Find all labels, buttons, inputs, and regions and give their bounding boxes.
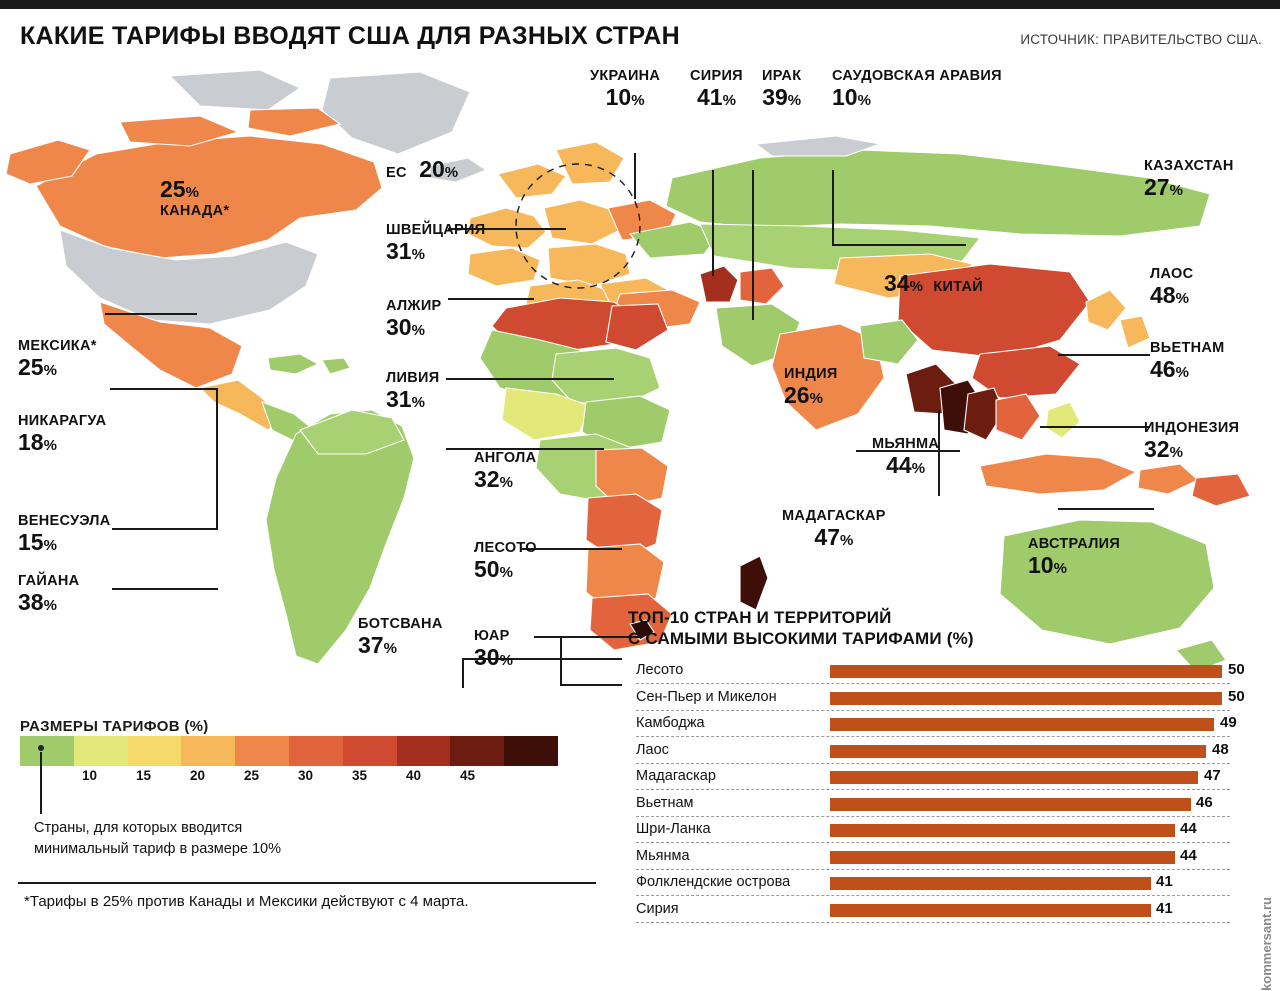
- world-map-svg: [0, 58, 1280, 678]
- table-row: [628, 818, 1262, 845]
- legend-tick-20: 20: [190, 768, 206, 783]
- leader-nicaragua-v: [216, 388, 218, 410]
- map-label-mexico: [18, 338, 97, 381]
- row-value: 48: [1212, 740, 1229, 758]
- top10-title-line1: ТОП-10 СТРАН И ТЕРРИТОРИЙ: [628, 608, 892, 627]
- map-name-iraq: ИРАК: [762, 68, 802, 84]
- map-label-saudi-arabia: [832, 68, 1002, 111]
- map-name-syria: СИРИЯ: [690, 68, 743, 84]
- row-value: 47: [1204, 767, 1221, 784]
- row-divider: [636, 816, 1230, 817]
- legend-swatch-7: [397, 736, 451, 766]
- map-value-libya: 31%: [386, 386, 425, 412]
- table-row: [628, 659, 1262, 686]
- table-row: [628, 845, 1262, 872]
- map-name-canada: КАНАДА*: [160, 203, 230, 219]
- row-divider: [636, 895, 1230, 896]
- row-label: Сирия: [636, 900, 679, 917]
- leader-ukraine: [634, 153, 636, 199]
- leader-saudi-v: [832, 170, 834, 244]
- row-bar-track: [830, 824, 1222, 837]
- row-bar: [830, 877, 1151, 890]
- map-name-china: КИТАЙ: [933, 279, 983, 295]
- map-name-lesotho: ЛЕСОТО: [474, 540, 537, 556]
- map-name-madagascar: МАДАГАСКАР: [782, 508, 886, 524]
- map-label-canada: [160, 176, 229, 219]
- map-name-nicaragua: НИКАРАГУА: [18, 413, 107, 429]
- map-name-guyana: ГАЙАНА: [18, 573, 80, 589]
- leader-vietnam: [1040, 426, 1150, 428]
- legend-swatch-6: [343, 736, 397, 766]
- map-value-saudi-arabia: 10%: [832, 84, 871, 110]
- legend-tick-45: 45: [460, 768, 476, 783]
- row-divider: [636, 869, 1230, 870]
- map-label-iraq: [762, 68, 801, 111]
- row-divider: [636, 842, 1230, 843]
- map-label-libya: [386, 370, 439, 413]
- row-bar-track: [830, 771, 1222, 784]
- map-name-india: ИНДИЯ: [784, 366, 838, 382]
- leader-angola: [522, 548, 622, 550]
- legend-min-marker: [38, 745, 44, 751]
- row-divider: [636, 710, 1230, 711]
- top10-rows: [628, 659, 1262, 924]
- map-label-laos: [1150, 266, 1193, 309]
- leader-lesotho: [534, 636, 642, 638]
- table-row: [628, 686, 1262, 713]
- map-label-venezuela: [18, 513, 111, 556]
- leader-southafrica: [560, 684, 622, 686]
- legend-ticks: [20, 768, 558, 786]
- top10-title: [628, 607, 1262, 649]
- leader-mexico: [105, 313, 197, 315]
- legend-tick-35: 35: [352, 768, 368, 783]
- top10-chart: [628, 607, 1262, 947]
- row-bar-track: [830, 851, 1222, 864]
- row-label: Лаос: [636, 741, 669, 758]
- map-value-algeria: 30%: [386, 314, 425, 340]
- row-bar: [830, 745, 1206, 758]
- table-row: [628, 712, 1262, 739]
- map-value-south-africa: 30%: [474, 644, 513, 670]
- map-label-angola: [474, 450, 536, 493]
- row-bar: [830, 692, 1222, 705]
- map-name-switzerland: ШВЕЙЦАРИЯ: [386, 222, 486, 238]
- table-row: [628, 739, 1262, 766]
- table-row: [628, 765, 1262, 792]
- map-name-indonesia: ИНДОНЕЗИЯ: [1144, 420, 1240, 436]
- map-label-australia: [1028, 536, 1120, 579]
- row-divider: [636, 683, 1230, 684]
- row-label: Фолклендские острова: [636, 874, 791, 890]
- row-divider: [636, 789, 1230, 790]
- map-label-indonesia: [1144, 420, 1239, 463]
- map-value-ukraine: 10%: [605, 84, 645, 110]
- leader-southafrica-v: [560, 636, 562, 686]
- map-name-eu: ЕС: [386, 165, 407, 181]
- table-row: [628, 792, 1262, 819]
- table-row: [628, 898, 1262, 925]
- legend-swatch-2: [128, 736, 182, 766]
- legend-color-scale: [20, 736, 558, 766]
- map-label-india: [784, 366, 838, 409]
- legend-title: РАЗМЕРЫ ТАРИФОВ (%): [20, 718, 209, 735]
- row-divider: [636, 922, 1230, 923]
- map-value-venezuela: 15%: [18, 529, 57, 555]
- map-name-laos: ЛАОС: [1150, 266, 1194, 282]
- map-value-myanmar: 44%: [886, 452, 926, 478]
- map-value-india: 26%: [784, 382, 823, 408]
- row-bar: [830, 904, 1151, 917]
- map-name-saudi-arabia: САУДОВСКАЯ АРАВИЯ: [832, 68, 1002, 84]
- leader-indonesia: [1058, 508, 1154, 510]
- leader-nicaragua: [110, 388, 218, 390]
- row-bar: [830, 771, 1198, 784]
- map-value-iraq: 39%: [762, 84, 802, 110]
- leader-syria: [712, 170, 714, 276]
- map-name-algeria: АЛЖИР: [386, 298, 442, 314]
- map-name-ukraine: УКРАИНА: [590, 68, 661, 84]
- leader-laos: [1058, 354, 1150, 356]
- map-name-australia: АВСТРАЛИЯ: [1028, 536, 1121, 552]
- map-name-botswana: БОТСВАНА: [358, 616, 443, 632]
- row-label: Мадагаскар: [636, 768, 716, 784]
- leader-botswana: [462, 658, 464, 688]
- table-row: [628, 871, 1262, 898]
- map-value-madagascar: 47%: [814, 524, 854, 550]
- leader-venezuela: [112, 528, 218, 530]
- legend-note: [34, 818, 281, 860]
- leader-algeria: [446, 378, 614, 380]
- row-bar-track: [830, 718, 1222, 731]
- map-value-nicaragua: 18%: [18, 429, 57, 455]
- legend-tick-25: 25: [244, 768, 260, 783]
- map-label-myanmar: [872, 436, 939, 479]
- map-label-switzerland: [386, 222, 485, 265]
- map-name-south-africa: ЮАР: [474, 628, 510, 644]
- row-bar-track: [830, 798, 1222, 811]
- source-label: ИСТОЧНИК: ПРАВИТЕЛЬСТВО США.: [1020, 32, 1262, 47]
- map-label-vietnam: [1150, 340, 1225, 383]
- row-value: 41: [1156, 873, 1173, 890]
- map-value-kazakhstan: 27%: [1144, 174, 1183, 200]
- row-bar-track: [830, 745, 1222, 758]
- map-name-libya: ЛИВИЯ: [386, 370, 440, 386]
- map-label-madagascar: [782, 508, 886, 551]
- row-label: Лесото: [636, 662, 684, 678]
- legend-swatch-0: [20, 736, 74, 766]
- legend-note-leader-v: [40, 752, 42, 814]
- map-name-myanmar: МЬЯНМА: [872, 436, 940, 452]
- map-label-ukraine: [590, 68, 660, 111]
- row-value: 50: [1228, 661, 1245, 678]
- legend-swatch-4: [235, 736, 289, 766]
- row-label: Вьетнам: [636, 794, 694, 811]
- map-value-guyana: 38%: [18, 589, 57, 615]
- legend-tick-30: 30: [298, 768, 314, 783]
- map-label-lesotho: [474, 540, 537, 583]
- map-value-laos: 48%: [1150, 282, 1189, 308]
- map-value-australia: 10%: [1028, 552, 1067, 578]
- row-bar: [830, 798, 1191, 811]
- legend-note-line1: Страны, для которых вводится: [34, 820, 243, 836]
- world-map: [0, 58, 1280, 678]
- leader-iraq: [752, 170, 754, 320]
- legend-swatch-5: [289, 736, 343, 766]
- row-bar: [830, 824, 1175, 837]
- map-value-vietnam: 46%: [1150, 356, 1189, 382]
- map-value-botswana: 37%: [358, 632, 397, 658]
- row-divider: [636, 736, 1230, 737]
- map-value-angola: 32%: [474, 466, 513, 492]
- legend-tick-15: 15: [136, 768, 152, 783]
- legend-swatch-9: [504, 736, 558, 766]
- watermark: kommersant.ru: [1259, 897, 1274, 991]
- row-bar: [830, 665, 1222, 678]
- row-value: 50: [1228, 687, 1245, 705]
- map-label-kazakhstan: [1144, 158, 1234, 201]
- map-value-syria: 41%: [696, 84, 736, 110]
- map-name-venezuela: ВЕНЕСУЭЛА: [18, 513, 111, 529]
- page-title: КАКИЕ ТАРИФЫ ВВОДЯТ США ДЛЯ РАЗНЫХ СТРАН: [20, 22, 680, 50]
- row-bar: [830, 718, 1214, 731]
- row-bar: [830, 851, 1175, 864]
- map-label-south-africa: [474, 628, 513, 671]
- leader-venezuela-v: [216, 410, 218, 530]
- map-value-eu: 20%: [419, 156, 459, 182]
- row-label: Камбоджа: [636, 715, 705, 731]
- footnote-rule: [18, 882, 596, 884]
- row-divider: [636, 763, 1230, 764]
- row-value: 46: [1196, 793, 1213, 811]
- map-label-botswana: [358, 616, 443, 659]
- legend-swatch-1: [74, 736, 128, 766]
- row-value: 44: [1180, 846, 1197, 864]
- map-label-guyana: [18, 573, 79, 616]
- map-label-nicaragua: [18, 413, 106, 456]
- map-value-indonesia: 32%: [1144, 436, 1183, 462]
- legend-tick-10: 10: [82, 768, 98, 783]
- row-value: 44: [1180, 820, 1197, 837]
- map-value-canada: 25%: [160, 176, 199, 202]
- map-value-switzerland: 31%: [386, 238, 425, 264]
- map-name-angola: АНГОЛА: [474, 450, 537, 466]
- row-bar-track: [830, 665, 1222, 678]
- map-value-lesotho: 50%: [474, 556, 513, 582]
- leader-kazakhstan: [832, 244, 966, 246]
- leader-guyana: [112, 588, 218, 590]
- map-label-syria: [690, 68, 743, 111]
- map-label-china: [884, 270, 983, 297]
- legend-note-line2: минимальный тариф в размере 10%: [34, 841, 282, 857]
- map-name-vietnam: ВЬЕТНАМ: [1150, 340, 1225, 356]
- map-value-mexico: 25%: [18, 354, 57, 380]
- row-value: 41: [1156, 899, 1173, 917]
- legend-tick-40: 40: [406, 768, 422, 783]
- map-value-china: 34%: [884, 270, 923, 296]
- map-name-kazakhstan: КАЗАХСТАН: [1144, 158, 1234, 174]
- row-value: 49: [1220, 714, 1237, 731]
- row-label: Шри-Ланка: [636, 821, 711, 837]
- legend-swatch-3: [181, 736, 235, 766]
- map-label-eu: [386, 156, 458, 183]
- map-label-algeria: [386, 298, 442, 341]
- top10-title-line2: С САМЫМИ ВЫСОКИМИ ТАРИФАМИ (%): [628, 629, 974, 648]
- legend-swatch-8: [450, 736, 504, 766]
- row-label: Мьянма: [636, 847, 690, 864]
- map-name-mexico: МЕКСИКА*: [18, 338, 97, 354]
- row-label: Сен-Пьер и Микелон: [636, 688, 777, 705]
- top-rule: [0, 0, 1280, 9]
- row-bar-track: [830, 692, 1222, 705]
- footnote: *Тарифы в 25% против Канады и Мексики действуют с 4 марта.: [24, 893, 469, 910]
- leader-switzerland: [448, 298, 534, 300]
